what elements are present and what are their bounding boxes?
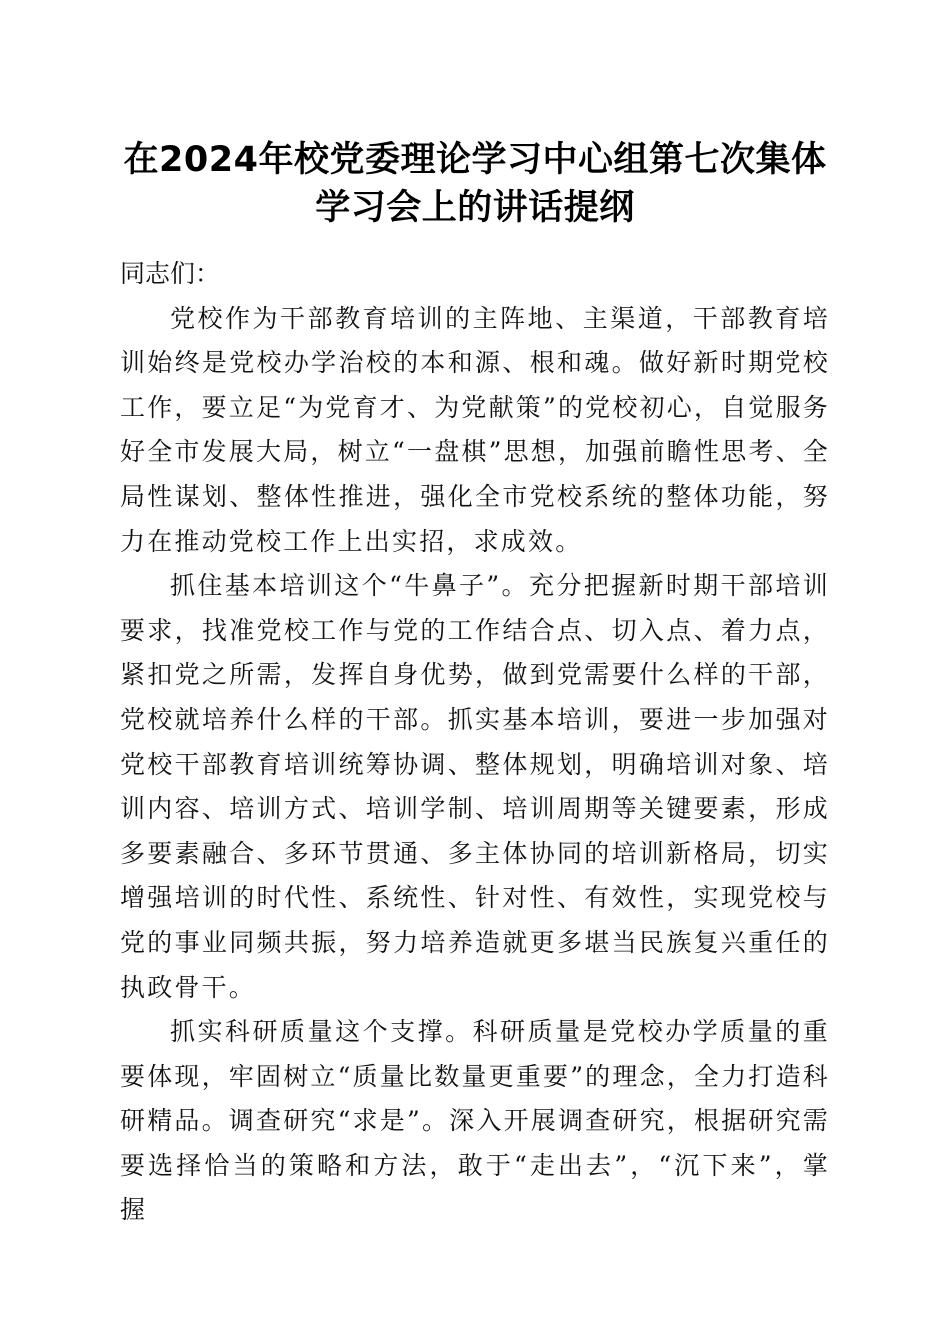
salutation: 同志们：	[120, 259, 221, 288]
document-title	[120, 136, 830, 232]
paragraph-intro: 党校作为干部教育培训的主阵地、主渠道，干部教育培训始终是党校办学治校的本和源、根和魂。做好新时期党校工作，要立足“为党育才、为党献策”的党校初心，自觉服务好全市发展大局，树立“一盘棋”思想，加强前瞻性思考、全局性谋划、整体性推进，强化全市党校系统的整体功能，努力在推动党校工作上出实招，求成效。	[120, 303, 830, 556]
title-line-1: 在2024年校党委理论学习中心组第七次集体	[123, 140, 827, 180]
paragraph-research-quality: 抓实科研质量这个支撑。科研质量是党校办学质量的重要体现，牢固树立“质量比数量更重要”的理念，全力打造科研精品。调查研究“求是”。深入开展调查研究，根据研究需要选择恰当的策略和方法，敢于“走出去”，“沉下来”，掌握	[120, 1017, 830, 1225]
title-line-2: 学习会上的讲话提纲	[315, 188, 635, 228]
paragraph-basic-training: 抓住基本培训这个“牛鼻子”。充分把握新时期干部培训要求，找准党校工作与党的工作结合点、切入点、着力点，紧扣党之所需，发挥自身优势，做到党需要什么样的干部，党校就培养什么样的干部。抓实基本培训，要进一步加强对党校干部教育培训统筹协调、整体规划，明确培训对象、培训内容、培训方式、培训学制、培训周期等关键要素，形成多要素融合、多环节贯通、多主体协同的培训新格局，切实增强培训的时代性、系统性、针对性、有效性，实现党校与党的事业同频共振，努力培养造就更多堪当民族复兴重任的执政骨干。	[120, 571, 830, 1002]
document-body	[120, 252, 830, 1233]
